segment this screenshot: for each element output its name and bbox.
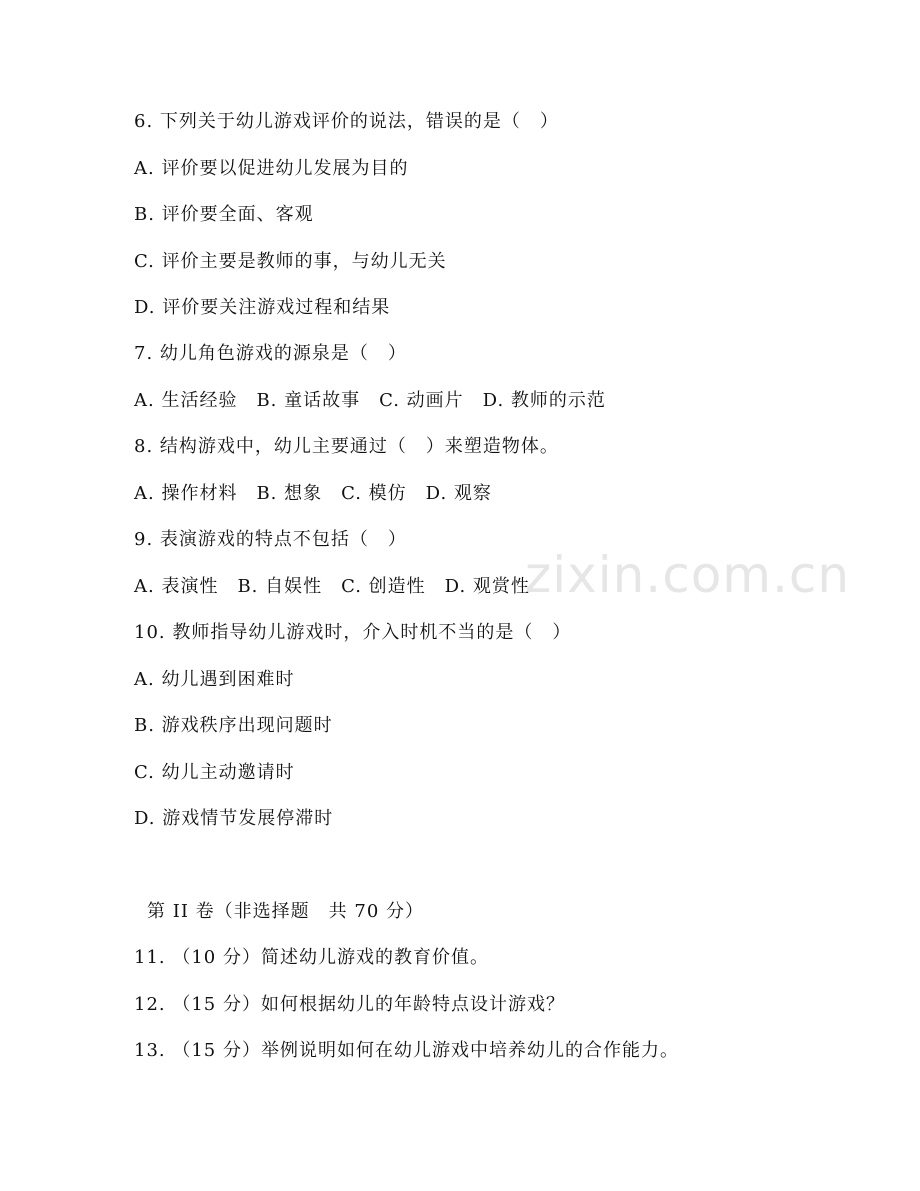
question-10-option-d: D. 游戏情节发展停滞时	[134, 808, 334, 829]
section-2-title: 第 II 卷（非选择题 共 70 分）	[147, 901, 425, 922]
question-12: 12. （15 分）如何根据幼儿的年龄特点设计游戏？	[134, 994, 565, 1015]
question-6-stem: 6. 下列关于幼儿游戏评价的说法，错误的是（ ）	[134, 111, 559, 132]
question-13: 13. （15 分）举例说明如何在幼儿游戏中培养幼儿的合作能力。	[134, 1040, 679, 1061]
question-10-option-b: B. 游戏秩序出现问题时	[134, 715, 333, 736]
question-10-stem: 10. 教师指导幼儿游戏时，介入时机不当的是（ ）	[134, 622, 572, 643]
question-11: 11. （10 分）简述幼儿游戏的教育价值。	[134, 947, 489, 968]
question-8-options: A. 操作材料 B. 想象 C. 模仿 D. 观察	[134, 483, 492, 504]
question-6-option-b: B. 评价要全面、客观	[134, 204, 314, 225]
question-8-stem: 8. 结构游戏中，幼儿主要通过（ ）来塑造物体。	[134, 436, 559, 457]
question-7-options: A. 生活经验 B. 童话故事 C. 动画片 D. 教师的示范	[134, 390, 606, 411]
question-6-option-c: C. 评价主要是教师的事，与幼儿无关	[134, 251, 447, 272]
question-6-option-a: A. 评价要以促进幼儿发展为目的	[134, 158, 409, 179]
question-9-options: A. 表演性 B. 自娱性 C. 创造性 D. 观赏性	[134, 576, 530, 597]
question-10-option-c: C. 幼儿主动邀请时	[134, 762, 295, 783]
watermark: zixin.com.cn	[525, 546, 851, 604]
question-7-stem: 7. 幼儿角色游戏的源泉是（ ）	[134, 343, 407, 364]
question-10-option-a: A. 幼儿遇到困难时	[134, 669, 295, 690]
question-9-stem: 9. 表演游戏的特点不包括（ ）	[134, 529, 407, 550]
question-6-option-d: D. 评价要关注游戏过程和结果	[134, 297, 391, 318]
